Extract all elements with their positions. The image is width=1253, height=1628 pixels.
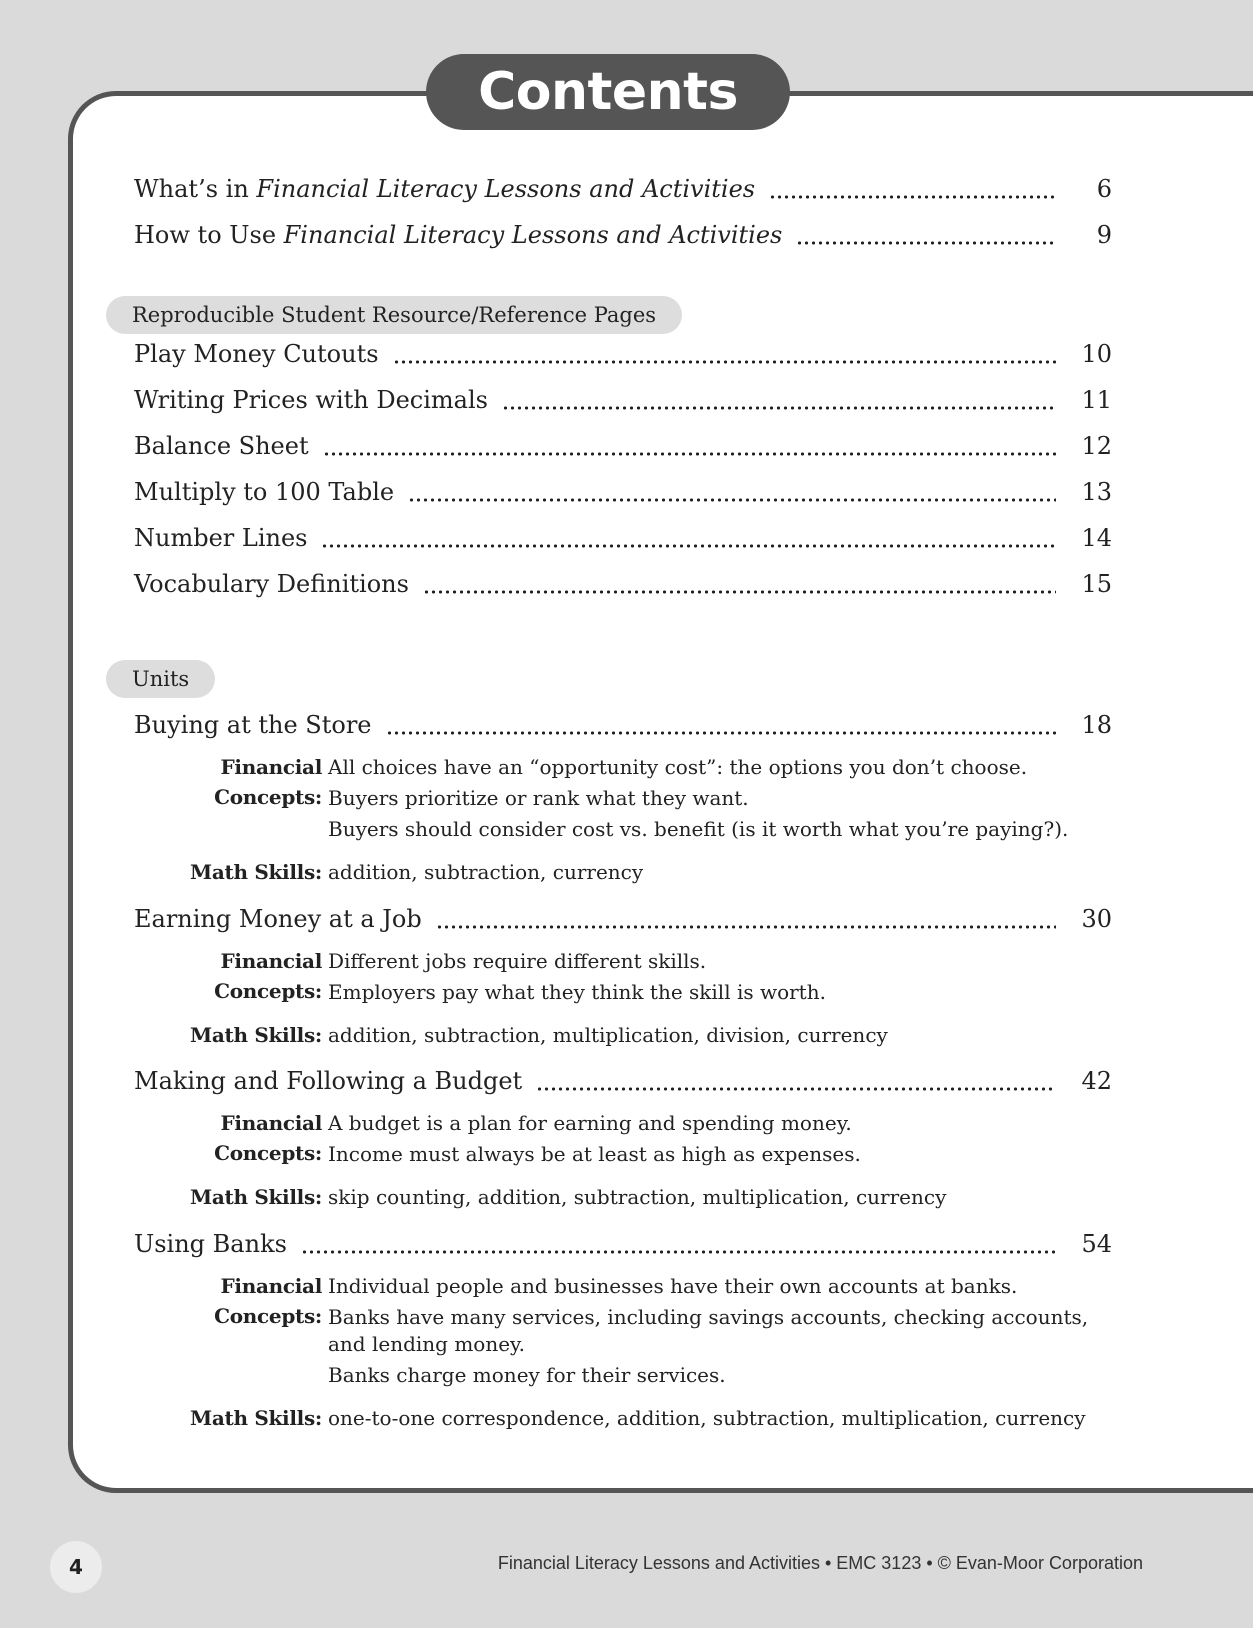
toc-entry-label: Writing Prices with Decimals	[134, 386, 488, 414]
leader-dots	[321, 544, 1056, 548]
leader-dots	[796, 241, 1056, 245]
toc-entry-whats-in[interactable]	[134, 174, 1112, 204]
toc-page-number: 30	[1081, 905, 1112, 933]
toc-page-number: 14	[1081, 524, 1112, 552]
financial-concepts-key: Financial Concepts:	[214, 1274, 322, 1328]
concept-line: Income must always be at least as high as expenses.	[328, 1142, 861, 1166]
toc-entry-label: Buying at the Store	[134, 711, 372, 739]
toc-entry-label: Play Money Cutouts	[134, 340, 379, 368]
math-skills-value: addition, subtraction, currency	[328, 860, 644, 884]
leader-dots	[502, 406, 1056, 410]
financial-concepts-key: Financial Concepts:	[214, 949, 322, 1003]
toc-entry[interactable]	[134, 431, 1112, 461]
toc-entry-label: Vocabulary Definitions	[134, 570, 409, 598]
page-title: Contents	[426, 54, 790, 130]
toc-page-number: 54	[1081, 1230, 1112, 1258]
toc-entry-unit[interactable]	[134, 1229, 1112, 1259]
toc-page-number: 13	[1081, 478, 1112, 506]
concept-line: Buyers should consider cost vs. benefit (is it worth what you’re paying?).	[328, 817, 1069, 841]
concept-line: All choices have an “opportunity cost”: the options you don’t choose.	[328, 755, 1028, 779]
concept-line: Banks have many services, including savings accounts, checking accounts,	[328, 1305, 1089, 1329]
toc-entry-title-italic: Financial Literacy Lessons and Activities	[256, 175, 756, 203]
leader-dots	[323, 452, 1056, 456]
toc-entry-label: Number Lines	[134, 524, 308, 552]
leader-dots	[769, 195, 1056, 199]
toc-entry-unit[interactable]	[134, 1066, 1112, 1096]
financial-concepts-key: Financial Concepts:	[214, 755, 322, 809]
leader-dots	[408, 498, 1056, 502]
toc-entry-how-to-use[interactable]	[134, 220, 1112, 250]
leader-dots	[436, 925, 1056, 929]
leader-dots	[423, 590, 1056, 594]
leader-dots	[301, 1250, 1056, 1254]
concept-line: Individual people and businesses have their own accounts at banks.	[328, 1274, 1018, 1298]
toc-entry-label: Multiply to 100 Table	[134, 478, 395, 506]
math-skills-value: skip counting, addition, subtraction, multiplication, currency	[328, 1185, 947, 1209]
toc-entry-unit[interactable]	[134, 904, 1112, 934]
toc-entry[interactable]	[134, 523, 1112, 553]
toc-entry-label: How to Use	[134, 221, 284, 249]
toc-entry[interactable]	[134, 569, 1112, 599]
concept-line: Different jobs require different skills.	[328, 949, 707, 973]
toc-page-number: 18	[1081, 711, 1112, 739]
math-skills-value: one-to-one correspondence, addition, subtraction, multiplication, currency	[328, 1406, 1086, 1430]
toc-entry-title-italic: Financial Literacy Lessons and Activities	[283, 221, 783, 249]
toc-page-number: 42	[1081, 1067, 1112, 1095]
leader-dots	[386, 731, 1056, 735]
toc-entry[interactable]	[134, 385, 1112, 415]
toc-entry-label: Making and Following a Budget	[134, 1067, 523, 1095]
toc-entry-label: What’s in	[134, 175, 257, 203]
concept-line: Buyers prioritize or rank what they want.	[328, 786, 749, 810]
footer-credit: Financial Literacy Lessons and Activities • EMC 3123 • © Evan-Moor Corporation	[497, 1553, 1143, 1573]
section-heading-units: Units	[106, 660, 215, 698]
toc-entry-label: Balance Sheet	[134, 432, 309, 460]
concept-line: and lending money.	[328, 1332, 526, 1356]
toc-entry-label: Using Banks	[134, 1230, 287, 1258]
page-number-badge: 4	[50, 1541, 102, 1593]
toc-page-number: 9	[1096, 221, 1112, 249]
toc-entry[interactable]	[134, 477, 1112, 507]
math-skills-value: addition, subtraction, multiplication, division, currency	[328, 1023, 888, 1047]
concept-line: Banks charge money for their services.	[328, 1363, 726, 1387]
toc-entry[interactable]	[134, 339, 1112, 369]
math-skills-key: Math Skills:	[190, 860, 322, 884]
math-skills-key: Math Skills:	[190, 1023, 322, 1047]
toc-entry-unit[interactable]	[134, 710, 1112, 740]
toc-entry-label: Earning Money at a Job	[134, 905, 422, 933]
toc-page-number: 10	[1081, 340, 1112, 368]
financial-concepts-key: Financial Concepts:	[214, 1111, 322, 1165]
toc-page-number: 15	[1081, 570, 1112, 598]
toc-page-number: 6	[1096, 175, 1112, 203]
toc-page-number: 12	[1081, 432, 1112, 460]
toc-page-number: 11	[1081, 386, 1112, 414]
concept-line: Employers pay what they think the skill is worth.	[328, 980, 826, 1004]
leader-dots	[536, 1087, 1056, 1091]
concept-line: A budget is a plan for earning and spending money.	[328, 1111, 852, 1135]
math-skills-key: Math Skills:	[190, 1406, 322, 1430]
section-heading-resources: Reproducible Student Resource/Reference Pages	[106, 296, 682, 334]
math-skills-key: Math Skills:	[190, 1185, 322, 1209]
leader-dots	[393, 360, 1056, 364]
